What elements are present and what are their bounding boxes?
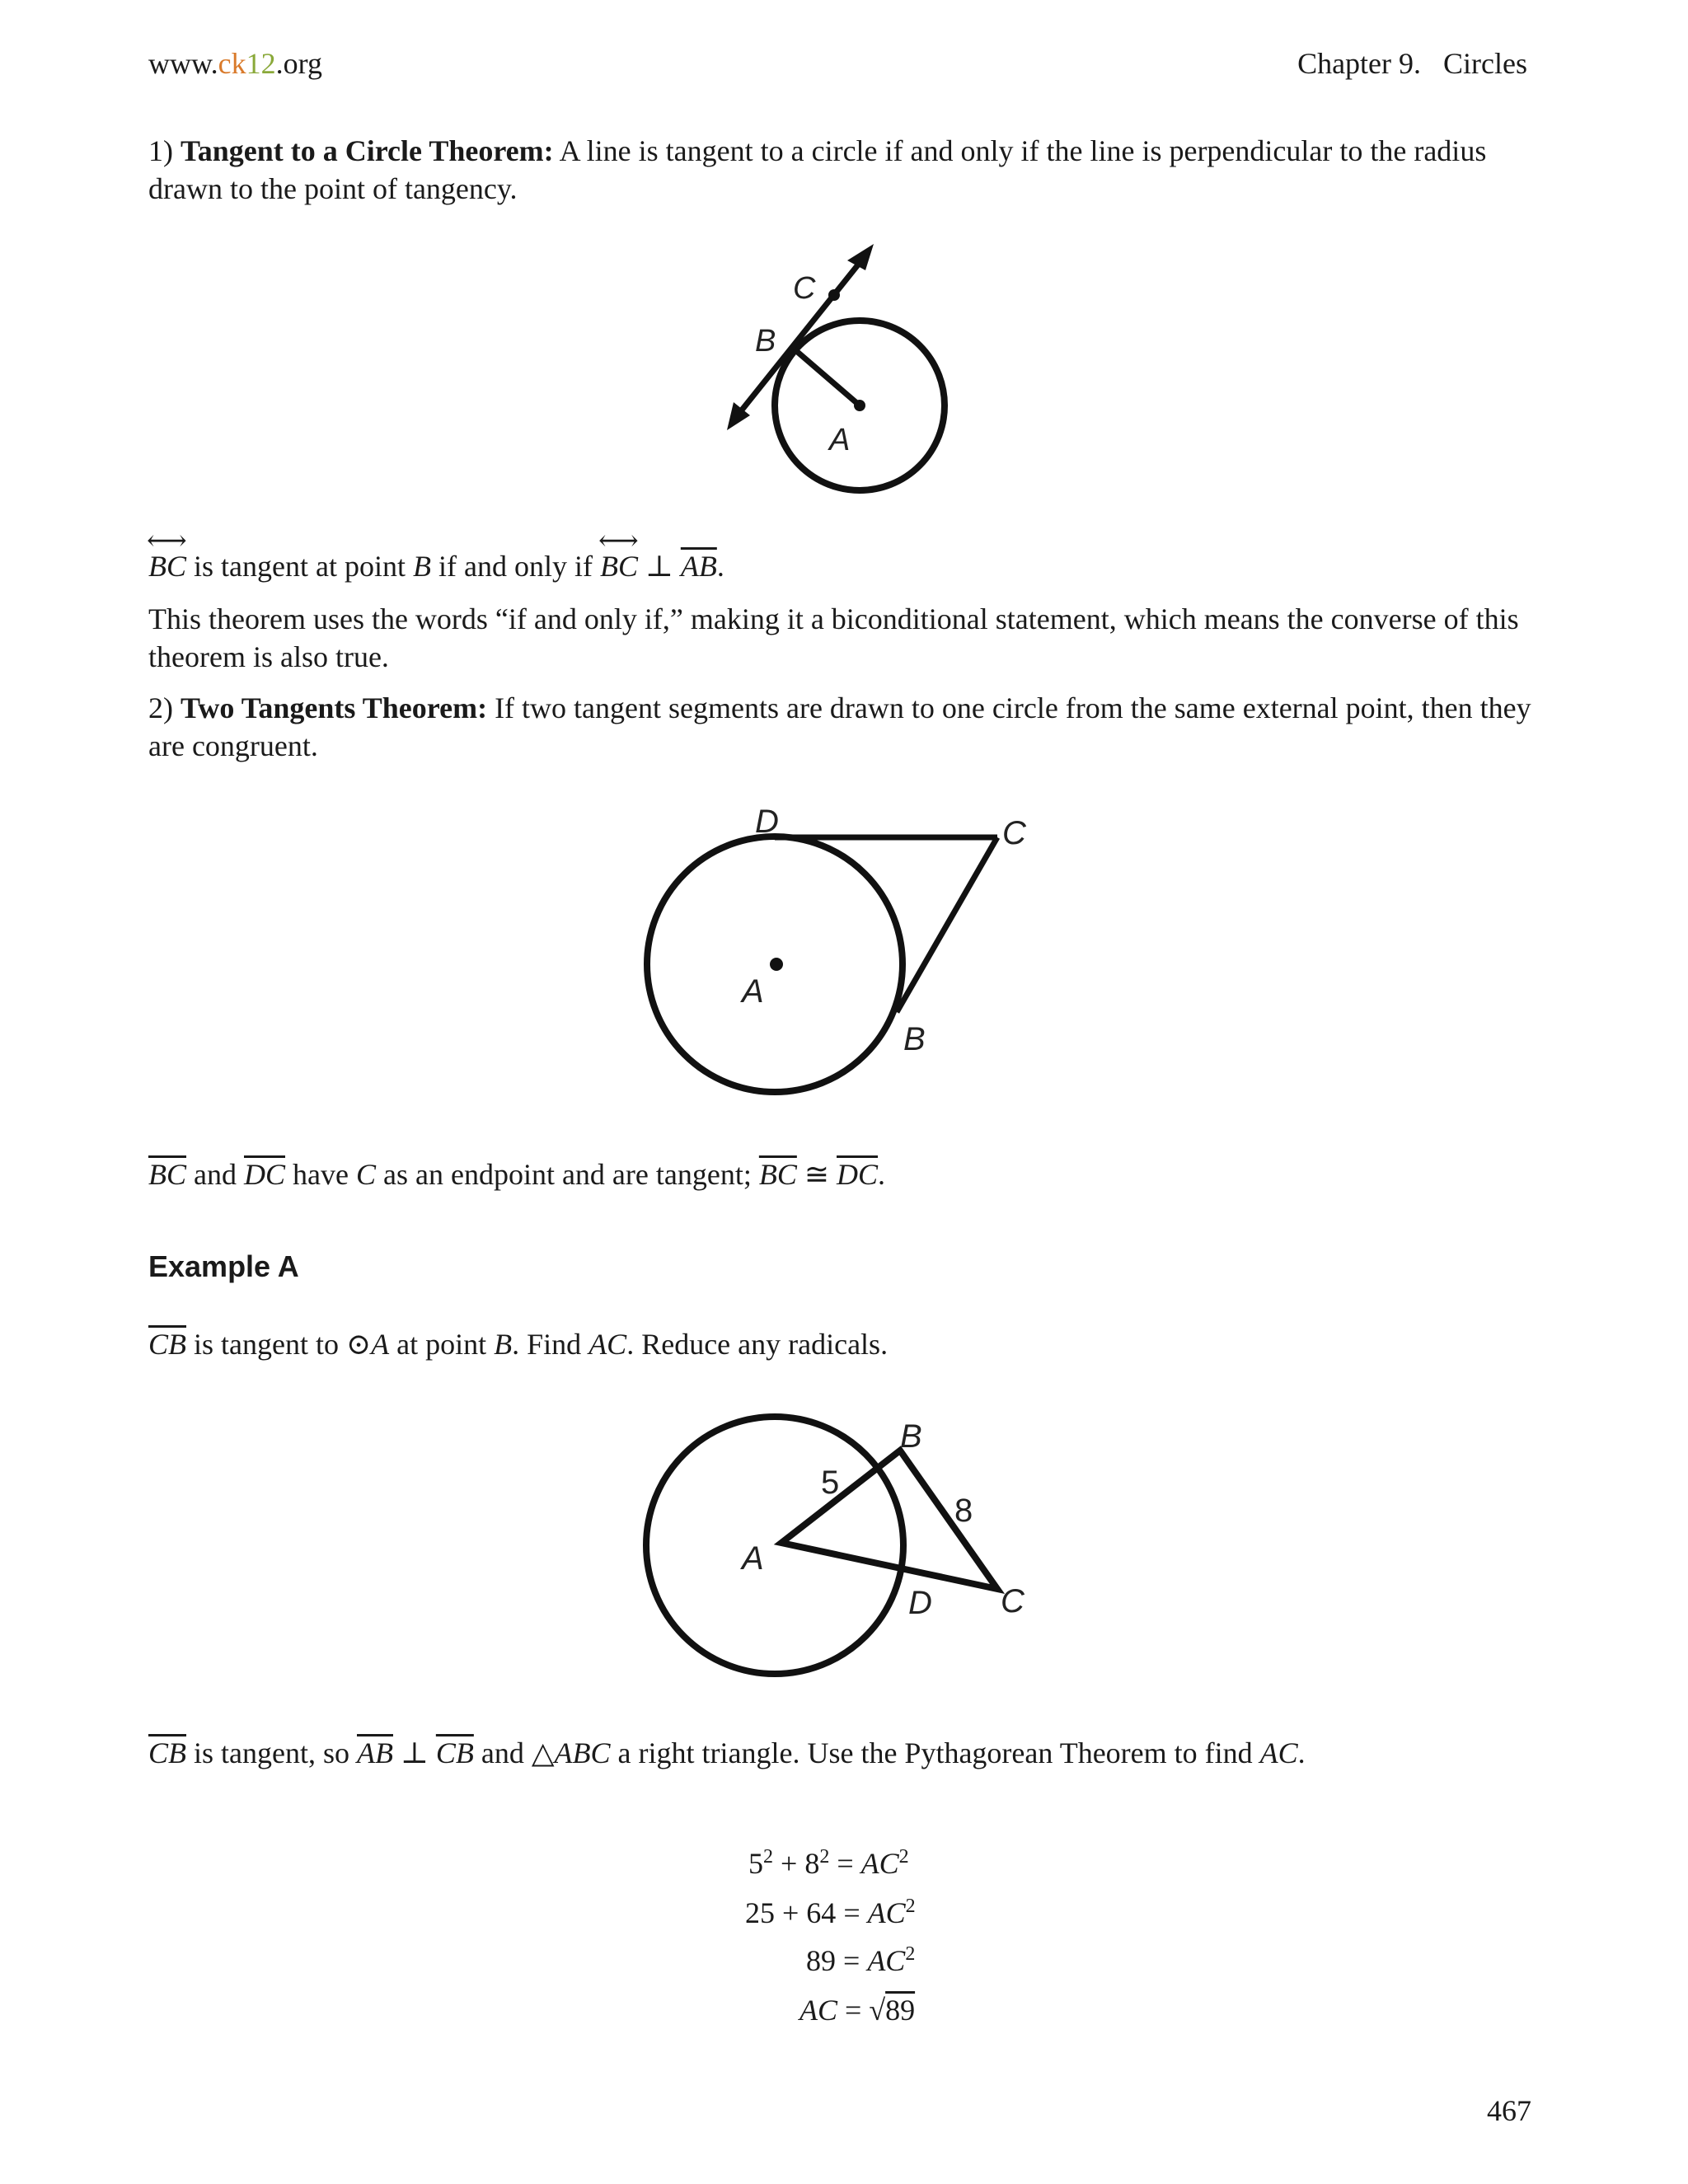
label-c: C	[793, 271, 816, 306]
label-d: D	[908, 1585, 932, 1621]
theorem-2-title: Two Tangents Theorem:	[181, 691, 488, 724]
biconditional-note: This theorem uses the words “if and only if,” making it a biconditional statement, which means the converse of this theorem is also true.	[148, 602, 1519, 673]
point-a	[854, 400, 865, 411]
label-bc-length: 8	[954, 1493, 973, 1529]
example-prompt: $\overline{CB}$ is tangent to ⊙A at point B. Find AC. Reduce any radicals.	[148, 1328, 889, 1361]
site-url[interactable]: www.ck12.org	[148, 47, 322, 80]
theorem-1: 1) Tangent to a Circle Theorem: A line is tangent to a circle if and only if the line is perpendicular to the radius drawn to the point of tangency.	[148, 134, 1487, 205]
statement-1: ⟷ BC is tangent at point B if and only if ⟷ BC ⊥ $\overline{AB}$.	[148, 547, 1538, 585]
label-b: B	[900, 1418, 922, 1455]
math-row-2: $25 + 64 = AC^2$	[745, 1896, 916, 1929]
circle-symbol: ⊙	[346, 1328, 372, 1361]
label-c: C	[1002, 815, 1026, 851]
solution-text: $\overline{CB}$ is tangent, so $\overline{AB}$ ⊥ $\overline{CB}$ and △ABC a right triangle. Use the Pythagorean Theorem to find AC.	[148, 1736, 1306, 1769]
statement-2: $\overline{BC}$ and $\overline{DC}$ have C as an endpoint and are tangent; $\overline{BC}$ ≅ $\overline{DC}$.	[148, 1158, 886, 1191]
radical-sign: √	[869, 1994, 886, 2027]
figure-two-tangents	[635, 799, 1047, 1113]
figure-example-a	[635, 1401, 1047, 1698]
chapter-title: Chapter 9. Circles	[1297, 47, 1527, 80]
radius-ab	[795, 349, 860, 405]
figure-tangent-line	[717, 239, 964, 503]
math-row-3: $89 = AC^2$	[806, 1943, 916, 1977]
label-a: A	[742, 973, 764, 1010]
label-c: C	[1001, 1583, 1025, 1619]
arrow-head-top	[847, 244, 874, 270]
label-b: B	[903, 1021, 926, 1057]
math-row-1: $5^2 + 8^2 = AC^2$	[748, 1846, 909, 1880]
math-row-4: AC = √89	[799, 1994, 916, 2027]
label-ab-length: 5	[821, 1465, 840, 1501]
theorem-1-title: Tangent to a Circle Theorem:	[181, 134, 554, 167]
page-number: 467	[1487, 2094, 1531, 2127]
point-c	[828, 289, 840, 301]
label-d: D	[755, 804, 779, 840]
label-a: A	[829, 423, 851, 457]
label-b: B	[755, 324, 776, 359]
center-a	[770, 958, 783, 971]
circle-a	[646, 1417, 903, 1674]
label-a: A	[742, 1540, 764, 1577]
tangent-bc	[897, 837, 997, 1012]
example-heading: Example A	[148, 1249, 299, 1283]
theorem-2: 2) Two Tangents Theorem: If two tangent segments are drawn to one circle from the same external point, then they are congruent.	[148, 691, 1531, 762]
